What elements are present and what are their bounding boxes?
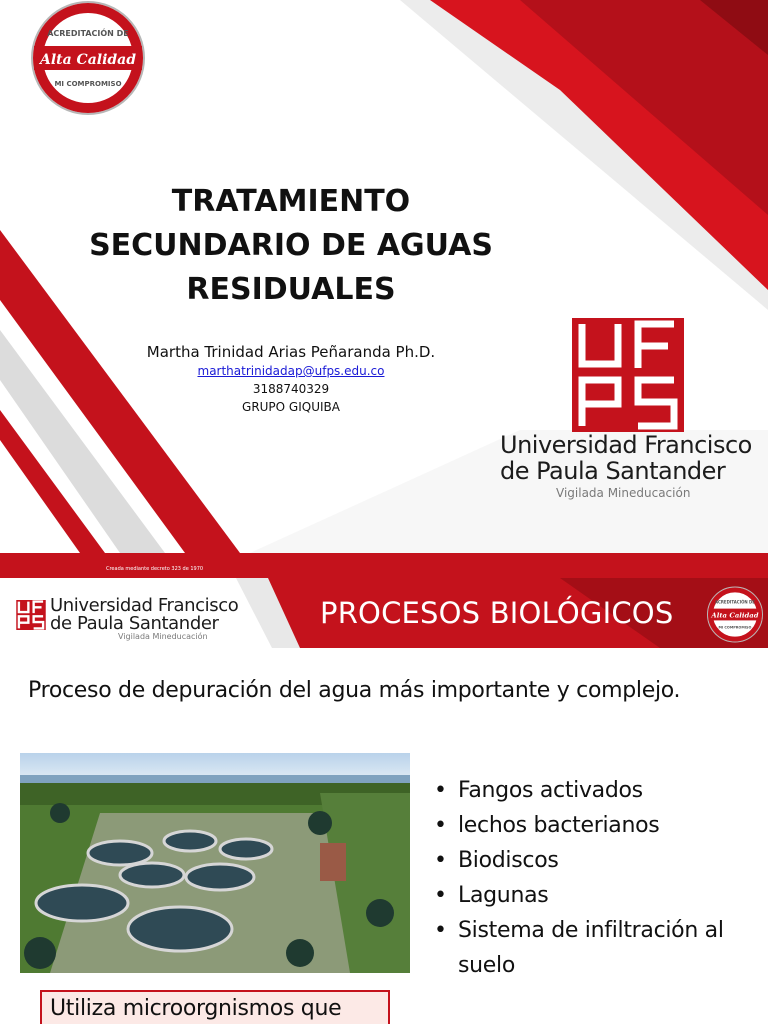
list-item-text: Sistema de infiltración al suelo	[458, 918, 724, 978]
footer-note: Creada mediante decreto 323 de 1970	[106, 566, 204, 572]
author-name: Martha Trinidad Arias Peñaranda Ph.D.	[146, 343, 436, 361]
university-name-line: de Paula Santander	[500, 457, 726, 485]
intro-text: Proceso de depuración del agua más importante y complejo.	[28, 678, 681, 703]
list-item-text: Biodiscos	[458, 848, 559, 873]
list-item: • lechos bacterianos	[434, 813, 660, 838]
list-item: • Sistema de infiltración al suelo	[434, 918, 724, 978]
svg-text:ACREDITACIÓN DE: ACREDITACIÓN DE	[47, 29, 129, 38]
svg-text:MI COMPROMISO: MI COMPROMISO	[718, 625, 752, 630]
university-name-line: Universidad Francisco	[500, 431, 752, 459]
title-line: RESIDUALES	[186, 272, 396, 307]
content-slide	[0, 578, 768, 1024]
header-university-line: Universidad Francisco	[50, 595, 239, 616]
treatment-plant-photo	[20, 753, 410, 973]
header-university-line: de Paula Santander	[50, 613, 219, 634]
title-line: TRATAMIENTO	[171, 184, 411, 219]
ufps-small-logo-icon	[16, 600, 46, 630]
svg-text:MI COMPROMISO: MI COMPROMISO	[54, 80, 122, 88]
svg-text:ACREDITACIÓN DE: ACREDITACIÓN DE	[715, 599, 755, 605]
header-university-name	[50, 597, 238, 633]
ufps-logo-icon	[572, 318, 684, 432]
vigilada-text: Vigilada Mineducación	[556, 486, 691, 500]
title-line: SECUNDARIO DE AGUAS	[89, 228, 493, 263]
header-vigilada-text: Vigilada Mineducación	[118, 632, 208, 641]
list-item: • Biodiscos	[434, 848, 559, 873]
section-title: PROCESOS BIOLÓGICOS	[320, 596, 674, 630]
list-item-text: Fangos activados	[458, 778, 643, 803]
svg-text:Alta Calidad: Alta Calidad	[39, 52, 137, 68]
accreditation-badge-icon	[28, 0, 148, 118]
author-email-link[interactable]: marthatrinidadap@ufps.edu.co	[197, 364, 385, 378]
research-group: GRUPO GIQUIBA	[242, 400, 340, 414]
university-name	[500, 432, 768, 484]
presentation-title	[60, 180, 522, 312]
process-list	[434, 773, 768, 983]
accreditation-badge-small-icon	[704, 586, 766, 644]
list-item-text: Lagunas	[458, 883, 549, 908]
list-item-text: lechos bacterianos	[458, 813, 660, 838]
author-phone: 3188740329	[252, 382, 330, 396]
list-item: • Lagunas	[434, 883, 549, 908]
callout-box: Utiliza microorgnismos que	[40, 990, 390, 1024]
svg-text:Alta Calidad: Alta Calidad	[711, 611, 759, 620]
list-item: • Fangos activados	[434, 778, 643, 803]
